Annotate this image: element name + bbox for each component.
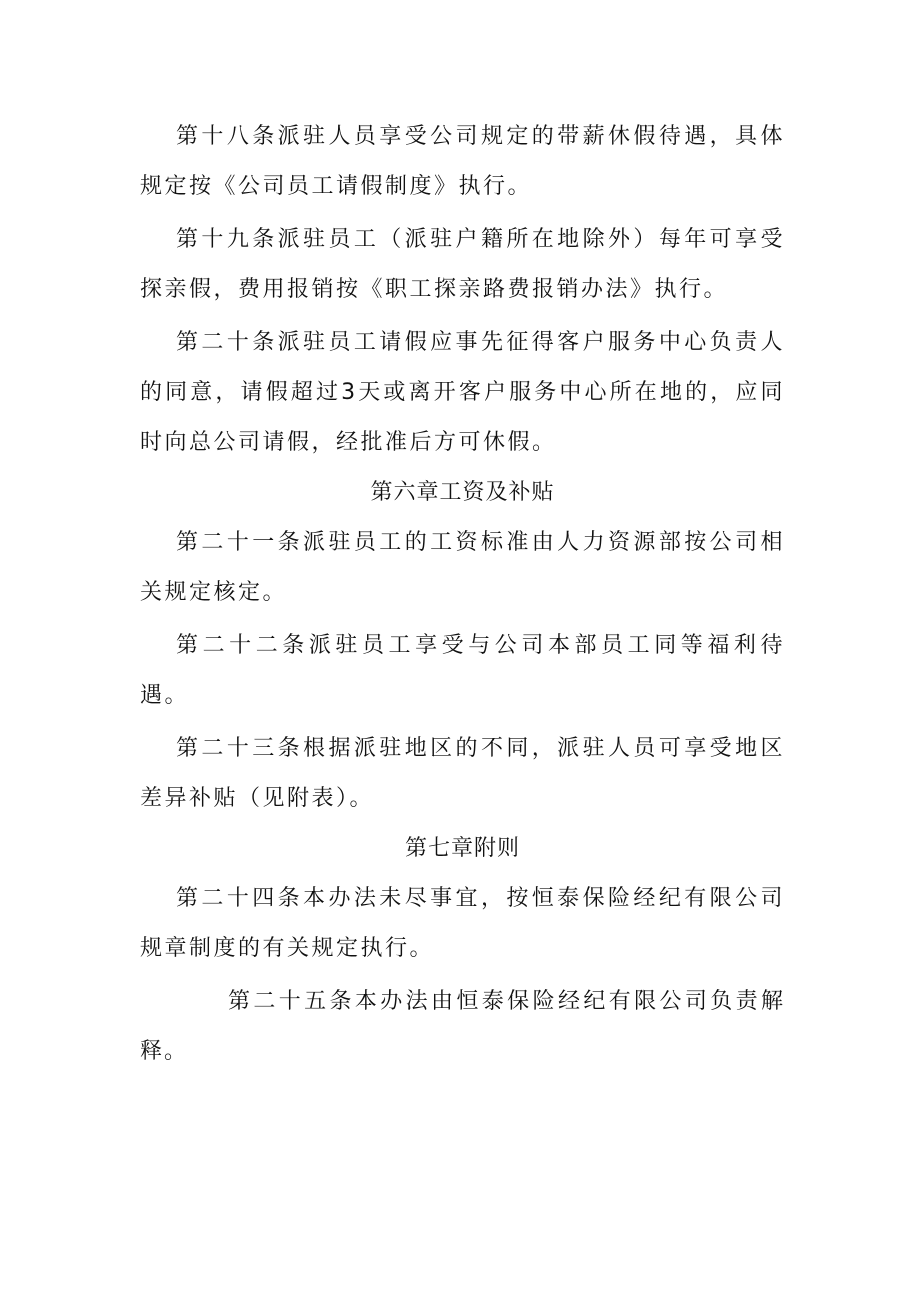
- article-22: 第二十二条派驻员工享受与公司本部员工同等福利待遇。: [140, 633, 785, 708]
- chapter-6-heading: 第六章工资及补贴: [370, 480, 555, 505]
- article-21: 第二十一条派驻员工的工资标准由人力资源部按公司相关规定核定。: [140, 530, 785, 605]
- article-20: 第二十条派驻员工请假应事先征得客户服务中心负责人的同意，请假超过3天或离开客户服务中心所在地的，应同时向总公司请假，经批准后方可休假。: [140, 330, 785, 455]
- chapter-7-heading: 第七章附则: [404, 836, 520, 861]
- article-24: 第二十四条本办法未尽事宜，按恒泰保险经纪有限公司规章制度的有关规定执行。: [140, 886, 785, 961]
- article-18: 第十八条派驻人员享受公司规定的带薪休假待遇，具体规定按《公司员工请假制度》执行。: [140, 124, 785, 199]
- article-19: 第十九条派驻员工（派驻户籍所在地除外）每年可享受探亲假，费用报销按《职工探亲路费报销办法》执行。: [140, 227, 785, 302]
- document-body: [140, 112, 785, 1077]
- article-23: 第二十三条根据派驻地区的不同，派驻人员可享受地区差异补贴（见附表）。: [140, 736, 785, 811]
- article-25: 第二十五条本办法由恒泰保险经纪有限公司负责解释。: [140, 989, 785, 1064]
